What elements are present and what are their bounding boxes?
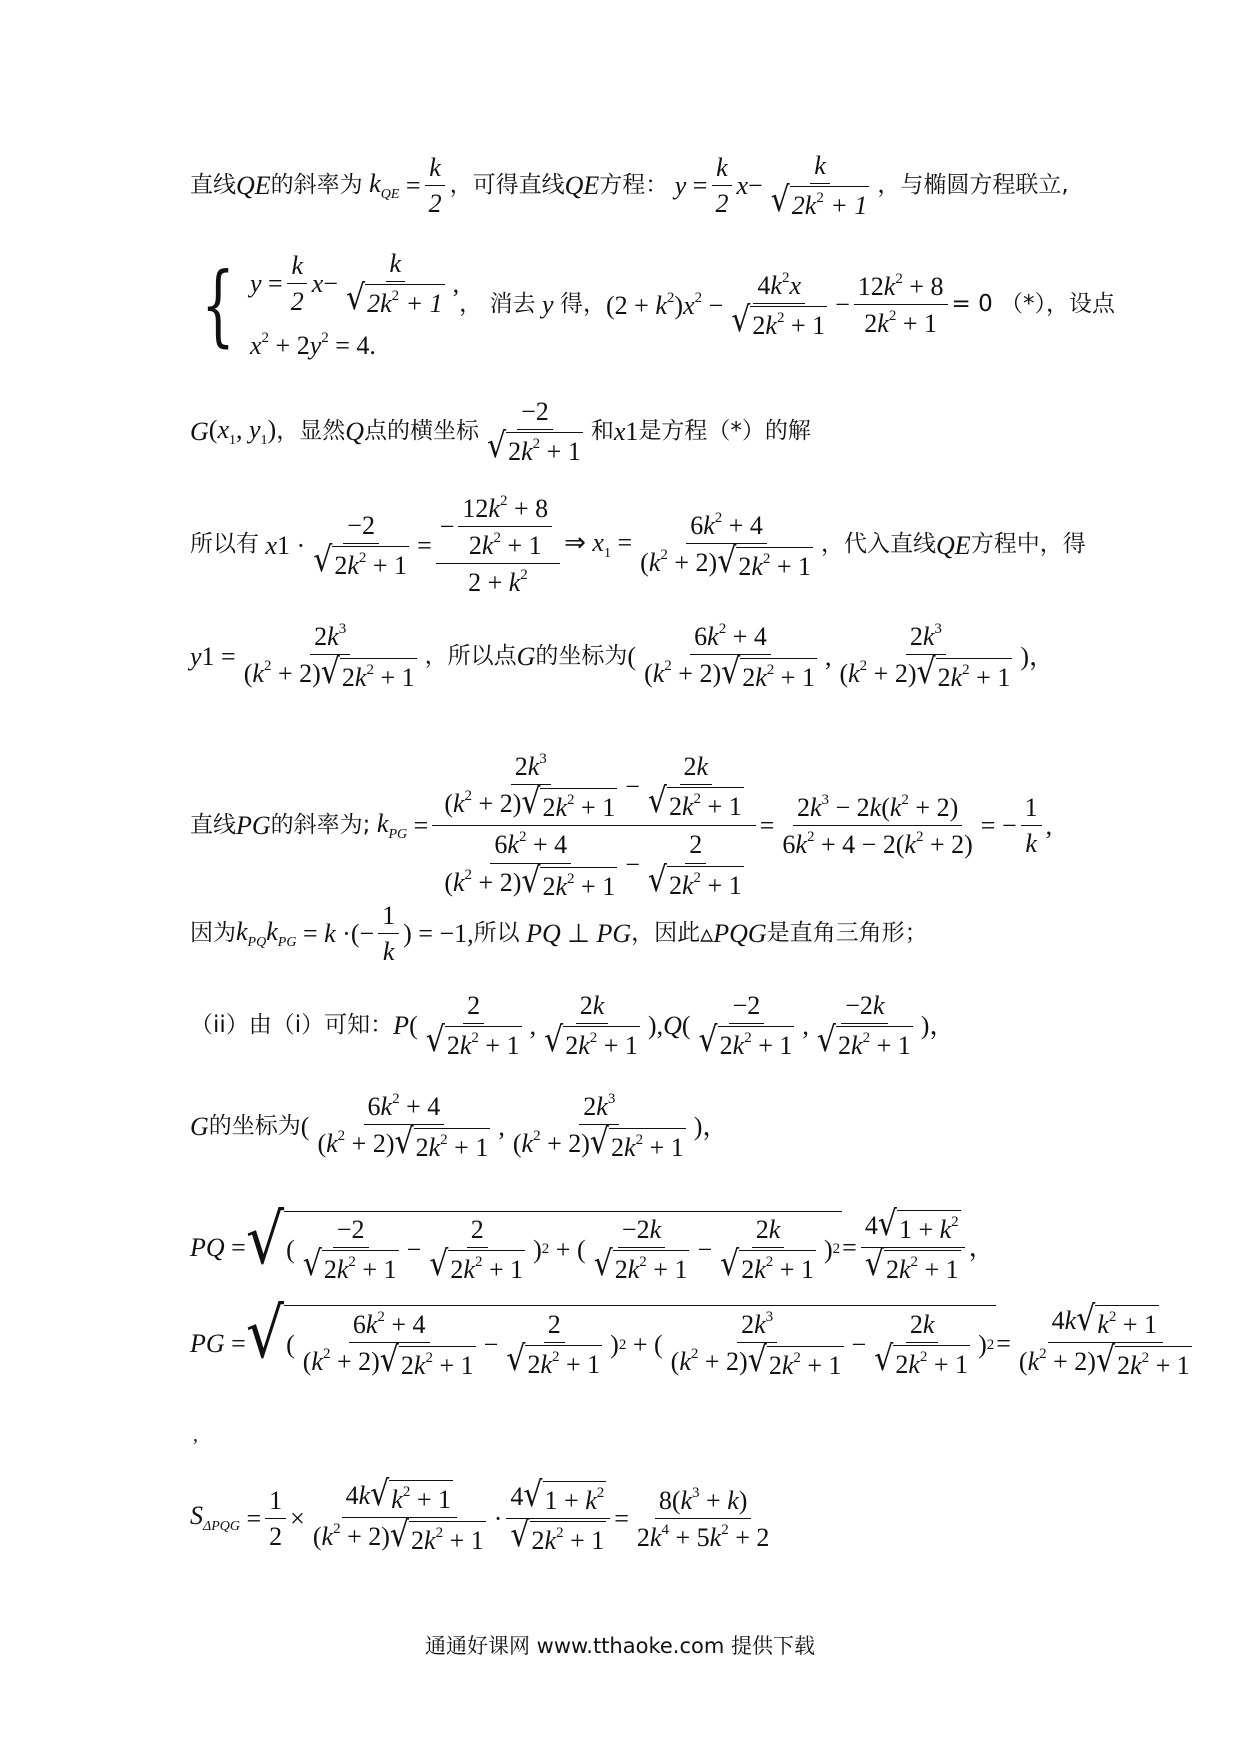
text-fragment: ，可得直线 [449,171,565,198]
line-pq-length: PQ = √ ( −2 √ $2k^2 + 1$ − 2 √ $2k^2 + 1$ ) 2 + ( −2k √ $2k^2 + 1$ − 2k √ $2k^2 + 1$ ) 2 = 4 √ $1 + k^2$ √ $2k^2 + 1$ ， [190,1199,995,1285]
text-fragment: 得， [560,290,607,317]
text-fragment: ，代入直线 [821,531,937,558]
text-fragment: 点的横坐标 [364,417,479,444]
stray-comma: , [193,1424,198,1446]
line-qe-slope: 直线 QE 的斜率为 $k_{QE}$ = $\frac{k}{2}$ ，可得直线 QE 方程： y = $\frac{k}{2}$ x − k √ $2k^2 + 1$ ，与椭圆方程联立, [190,151,1069,221]
text-fragment: ，所以点 [424,642,517,669]
text-fragment: 和 [590,417,614,444]
line-pg-length: PG = √ ( $6k^2 + 4$ $(k^2 + 2)$ √ $2k^2 + 1$ − 2 √ $2k^2 + 1$ ) 2 + ( $2k^3$ $(k^2 + 2)$ √ $2k^2 + 1$ − 2k √ $2k^2 + 1$ ) 2 = 4k √ $k^2 + 1$ $(k^2 + 2)$ √ $2k^2 + 1$ [190,1293,1190,1381]
text-fragment: 直线 [190,171,236,198]
line-perpendicular: 因为 $k_{PQ}k_{PG}$ = k ·(− $\frac{1}{k}$ ) = −1, 所以 PQ ⊥ PG ，因此 ▵ PQG 是直角三角形； [190,901,928,967]
text-fragment: ，显然 [276,417,346,444]
text-fragment: 所以 [473,919,520,946]
line-y1: y 1 = $2k^3$ $(k^2 + 2)$ √ $2k^2 + 1$ ，所以点 G 的坐标为 ( $6k^2 + 4$ $(k^2 + 2)$ √ $2k^2 + 1$ , $2k^3$ $(k^2 + 2)$ √ $2k^2 + 1$ )， [190,621,1056,693]
line-point-g: G ($x_1$, $y_1$) ，显然 Q 点的横坐标 −2 √ $2k^2 + 1$ 和 x 1 是方程（*）的解 [190,397,811,467]
text-fragment: 所以有 [190,531,259,558]
line-system: { y = $\frac{k}{2}$ x − k √ $2k^2 + 1$ , $x^2 + 2y^2 = 4$. ， 消去 y 得， $(2 + k^2)x^2$ − $4k^2x$ √ $2k^2 + 1$ − $\frac{12k^2 + 8}{2k^2 + 1}$ = 0 （*），设点 [201,249,1116,361]
text-fragment: 因为 [190,919,236,946]
line-area: $S_{\Delta PQG}$ = $\frac{1}{2}$ × 4k √ $k^2 + 1$ $(k^2 + 2)$ √ $2k^2 + 1$ · 4 √ $1 + k^2$ √ $2k^2 + 1$ = $\frac{8(k^3 + k)}{2k^4 + 5k^2 + 2}$ [190,1473,770,1556]
text-fragment: 方程中，得 [970,531,1086,558]
text-fragment: 的斜率为 [270,171,363,198]
text-fragment: 是直角三角形； [766,919,928,946]
text-fragment: 方程： [599,171,669,198]
page-footer: 通通好课网 www.tthaoke.com 提供下载 [425,1634,815,1658]
text-fragment: （ii）由（i）可知： [190,1011,394,1038]
line-point-g-coords: G 的坐标为 ( $6k^2 + 4$ $(k^2 + 2)$ √ $2k^2 + 1$ , $2k^3$ $(k^2 + 2)$ √ $2k^2 + 1$ )， [190,1091,729,1163]
text-fragment: 的斜率为; [270,812,371,839]
text-fragment: = 0 （*），设点 [951,290,1116,317]
text-fragment: 直线 [190,812,236,839]
text-fragment: 是方程（*）的解 [638,417,811,444]
text-fragment: ， 消去 [459,290,536,317]
text-fragment: 的坐标为 [535,642,628,669]
text-fragment: 的坐标为 [208,1112,301,1139]
text-fragment: ，因此 [631,919,701,946]
line-vieta: 所以有 x 1 · −2 √ $2k^2 + 1$ = − $\frac{12k^2 + 8}{2k^2 + 1}$ $2 + k^2$ ⇒ $x_1$ = $6k^2 + 4$ $(k^2 + 2)$ √ $2k^2 + 1$ ，代入直线 QE 方程中，得 [190,493,1086,598]
line-points-pq: （ii）由（i）可知： P ( 2 √ $2k^2 + 1$ , 2k √ $2k^2 + 1$ ), Q ( −2 √ $2k^2 + 1$ , −2k √ $2k^2 + 1$ )， [190,991,956,1061]
text-fragment: ，与椭圆方程联立, [877,171,1069,198]
line-pg-slope: 直线 PG 的斜率为; $k_{PG}$ = $2k^3$ $(k^2 + 2)$ √ $2k^2 + 1$ − 2k √ $2k^2 + 1$ $6k^2 + 4$ $(k^2 + 2)$ √ $2k^2 + 1$ − 2 √ $2k^2 + 1$ = $\frac{2k^3 - 2k(k^2 + 2)}{6k^2 + 4 - 2(k^2 + 2)}$ = − $\frac{1}{k}$ , [190,751,1053,901]
